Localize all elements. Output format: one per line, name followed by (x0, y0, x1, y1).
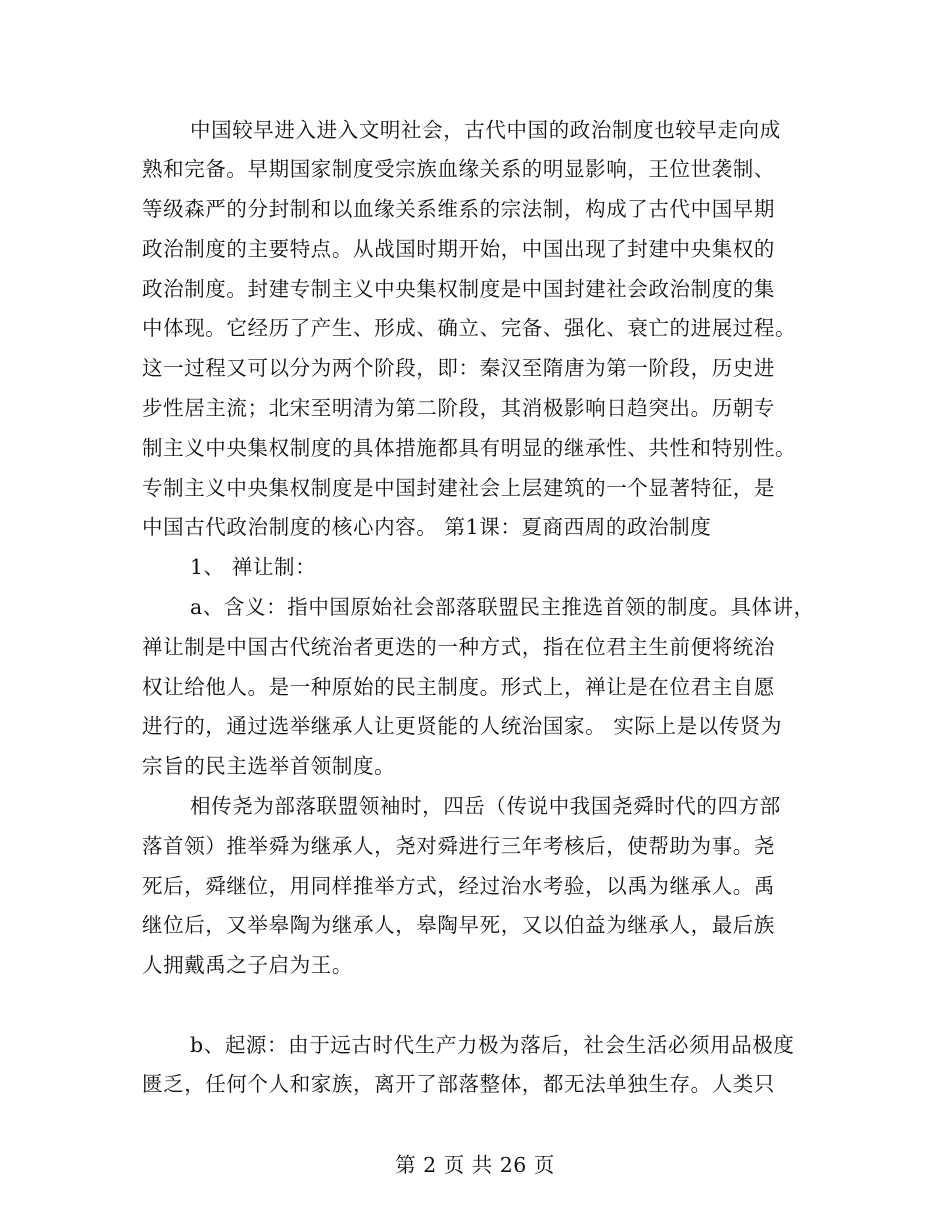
paragraph-line: 相传尧为部落联盟领袖时，四岳（传说中我国尧舜时代的四方部 (190, 794, 781, 818)
paragraph-line: 死后，舜继位，用同样推举方式，经过治水考验，以禹为继承人。禹 (142, 874, 775, 898)
paragraph-line: 这一过程又可以分为两个阶段，即：秦汉至隋唐为第一阶段，历史进 (142, 356, 775, 380)
paragraph-line: 宗旨的民主选举首领制度。 (142, 754, 396, 778)
paragraph-line: a、含义：指中国原始社会部落联盟民主推选首领的制度。具体讲， (190, 595, 815, 619)
paragraph-line: 落首领）推举舜为继承人，尧对舜进行三年考核后，使帮助为事。尧 (142, 834, 775, 858)
paragraph-line: 权让给他人。是一种原始的民主制度。形式上，禅让是在位君主自愿 (142, 675, 775, 699)
paragraph-line: 中国古代政治制度的核心内容。 第1课：夏商西周的政治制度 (142, 515, 712, 539)
paragraph-line: 等级森严的分封制和以血缘关系维系的宗法制，构成了古代中国早期 (142, 197, 775, 221)
page-number-footer: 第 2 页 共 26 页 (395, 1153, 555, 1177)
paragraph-line: 中体现。它经历了产生、形成、确立、完备、强化、衰亡的进展过程。 (142, 316, 797, 340)
paragraph-line: 专制主义中央集权制度是中国封建社会上层建筑的一个显著特征，是 (142, 476, 775, 500)
paragraph-line: 步性居主流；北宋至明清为第二阶段，其消极影响日趋突出。历朝专 (142, 396, 775, 420)
paragraph-line: 中国较早进入进入文明社会，古代中国的政治制度也较早走向成 (190, 118, 781, 142)
paragraph-line: 人拥戴禹之子启为王。 (142, 953, 353, 977)
paragraph-line: 政治制度。封建专制主义中央集权制度是中国封建社会政治制度的集 (142, 277, 775, 301)
section-heading: 1、 禅让制： (190, 555, 317, 579)
paragraph-line: 禅让制是中国古代统治者更迭的一种方式，指在位君主生前便将统治 (142, 635, 775, 659)
paragraph-line: 制主义中央集权制度的具体措施都具有明显的继承性、共性和特别性。 (142, 436, 797, 460)
paragraph-line: 熟和完备。早期国家制度受宗族血缘关系的明显影响，王位世袭制、 (142, 157, 775, 181)
paragraph-line: 匮乏，任何个人和家族，离开了部落整体，都无法单独生存。人类只 (142, 1072, 775, 1096)
paragraph-line: b、起源：由于远古时代生产力极为落后，社会生活必须用品极度 (190, 1033, 795, 1057)
paragraph-line: 进行的，通过选举继承人让更贤能的人统治国家。 实际上是以传贤为 (142, 714, 783, 738)
paragraph-line: 继位后，又举皋陶为继承人，皋陶早死，又以伯益为继承人，最后族 (142, 913, 775, 937)
paragraph-line: 政治制度的主要特点。从战国时期开始，中国出现了封建中央集权的 (142, 237, 775, 261)
